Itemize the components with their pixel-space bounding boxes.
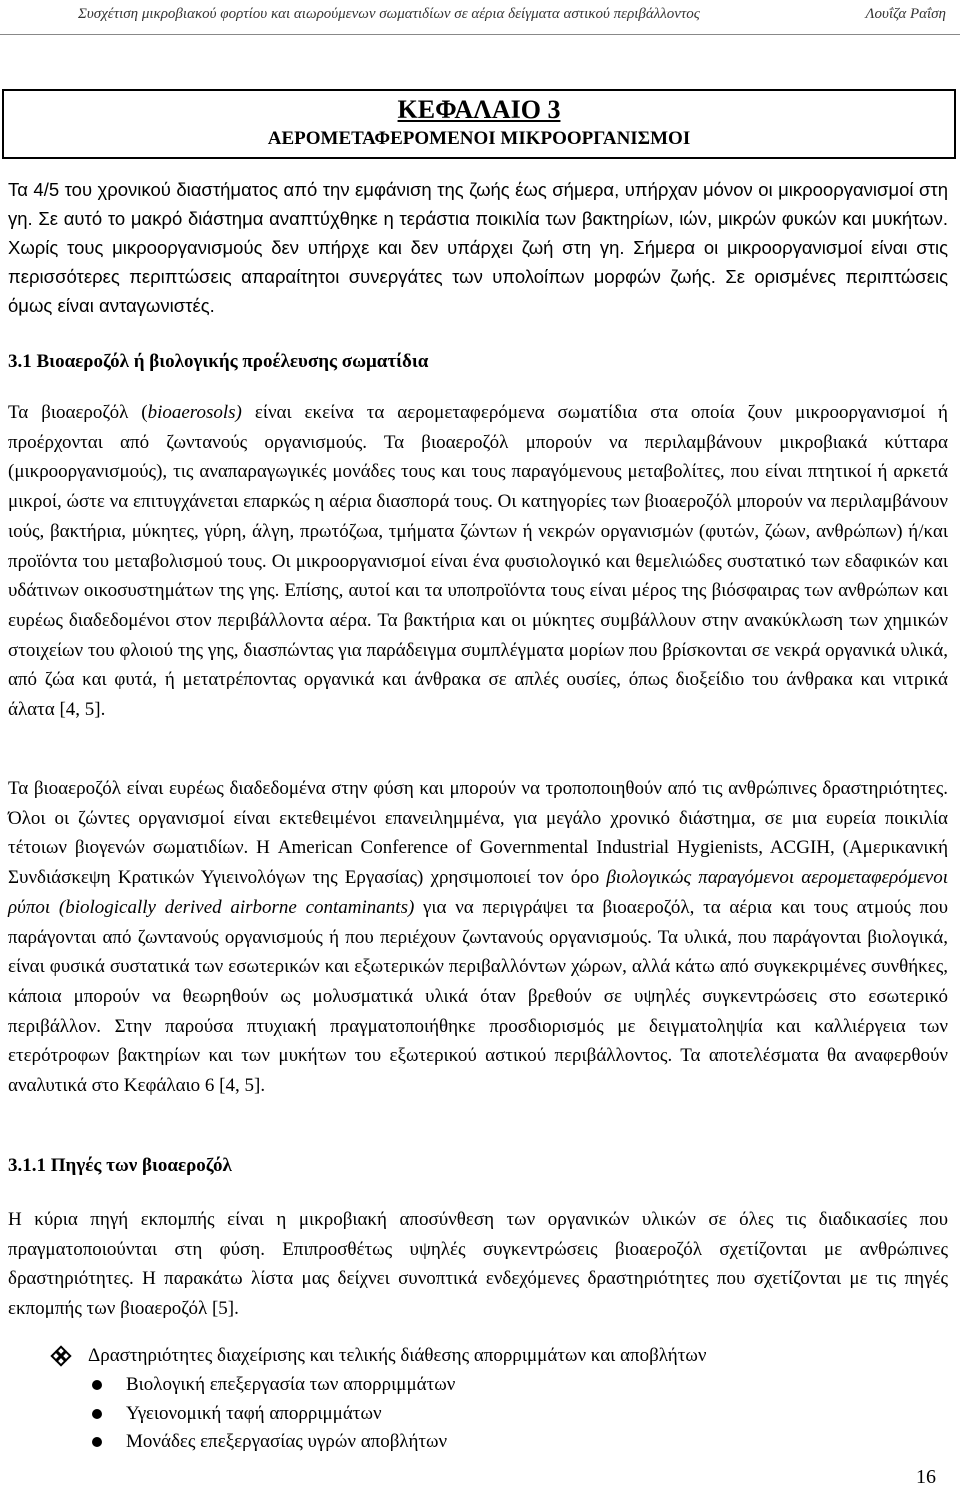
section-heading-3-1-1: 3.1.1 Πηγές των βιοαεροζόλ <box>8 1155 232 1176</box>
chapter-title-box <box>2 89 956 159</box>
list-heading-item <box>52 1342 706 1370</box>
p1-term-italic: bioaerosols) <box>147 402 242 423</box>
bullet-icon <box>92 1409 102 1419</box>
intro-paragraph: Τα 4/5 του χρονικού διαστήματος από την εμφάνιση της ζωής έως σήμερα, υπήρχαν μόνον οι μικροοργανισμοί στη γη. Σε αυτό το μακρό διάστημα αναπτύχθηκε η τεράστια ποικιλία των βακτηρίων, ιών, μικρών φυκών και μυκήτων. Χωρίς τους μικροοργανισμούς δεν υπήρχε και δεν υπάρχει ζωή στη γη. Σήμερα οι μικροοργανισμοί είναι στις περισσότερες περιπτώσεις απαραίτητοι συνεργάτες των υπολοίπων μορφών ζωής. Σε ορισμένες περιπτώσεις όμως είναι ανταγωνιστές. <box>8 179 948 316</box>
p2-text-a: Τα βιοαεροζόλ είναι ευρέως διαδεδομένα στην φύση και μπορούν να τροποποιηθούν από τις ανθρώπινες δραστηριότητες. Όλοι οι ζώντες οργανισμοί είναι εκτεθειμένοι επανειλημμένα, για μεγάλο χρονικό διάστημα, σε μια ευρεία ποικιλία τέτοιων βιογενών σωματιδίων. Η American Conference of Governmental Industrial Hygienists, ACGIH, (Αμερικανική Συνδιάσκεψη Κρατικών Υγιεινολόγων της Εργασίας) χρησιμοποιεί τον όρο <box>8 778 948 889</box>
p2-term-italic: βιολογικώς παραγόμενοι αερομεταφερόμενοι ρύποι (biologically derived airborne contaminants) <box>8 867 948 918</box>
header-author: Λουΐζα Ραΐση <box>865 6 946 22</box>
p2-text-c: για να περιγράψει τα βιοαεροζόλ, τα αέρια και τους ατμούς που παράγονται από ζωντανούς οργανισμούς ή που περιέχουν ζωντανούς οργανισμούς. Τα υλικά, που παράγονται βιολογικά, είναι φυσικά συστατικά των εσωτερικών και εξωτερικών περιβαλλόντων χώρων, αλλά κάτω από συγκεκριμένες συνθήκες, κάποια μπορούν να θεωρηθούν ως μολυσματικά υλικά όταν βρεθούν σε υψηλές συγκεντρώσεις στο εσωτερικό περιβάλλον. Στην παρούσα πτυχιακή πραγματοποιήθηκε προσδιορισμός με δειγματοληψία και καλλιέργεια των ετερότροφων βακτηρίων και των μυκήτων του εξωτερικού αστικού περιβάλλοντος. Τα αποτελέσματα θα αναφερθούν αναλυτικά στο Κεφάλαιο 6 [4, 5]. <box>8 896 948 1097</box>
chapter-subtitle: ΑΕΡΟΜΕΤΑΦΕΡΟΜΕΝΟΙ ΜΙΚΡΟΟΡΓΑΝΙΣΜΟΙ <box>267 128 691 149</box>
bullet-icon <box>92 1437 102 1447</box>
activities-list <box>52 1342 706 1370</box>
list-item-text: Υγειονομική ταφή απορριμμάτων <box>126 1402 382 1424</box>
list-item <box>90 1400 455 1429</box>
list-heading-text: Δραστηριότητες διαχείρισης και τελικής διάθεσης απορριμμάτων και αποβλήτων <box>88 1345 707 1366</box>
diamond-bullet-icon <box>52 1347 70 1365</box>
page-number: 16 <box>916 1466 936 1488</box>
chapter-title: ΚΕΦΑΛΑΙΟ 3 <box>397 95 561 124</box>
section-3-1-paragraph-2 <box>8 774 948 1101</box>
list-item-text: Μονάδες επεξεργασίας υγρών αποβλήτων <box>126 1431 448 1452</box>
list-item <box>90 1371 455 1400</box>
header-divider <box>0 34 960 35</box>
section-3-1-paragraph-1 <box>8 398 948 725</box>
header-title: Συσχέτιση μικροβιακού φορτίου και αιωρούμενων σωματιδίων σε αέρια δείγματα αστικού περιβάλλοντος <box>78 6 700 22</box>
p1-text-a: Τα βιοαεροζόλ ( <box>8 402 148 423</box>
section-3-1-1-paragraph: Η κύρια πηγή εκπομπής είναι η μικροβιακή αποσύνθεση των οργανικών υλικών σε όλες τις διαδικασίες που πραγματοποιούνται στη φύση. Επιπροσθέτως υψηλές συγκεντρώσεις βιοαεροζόλ σχετίζονται με ανθρώπινες δραστηριότητες. Η παρακάτω λίστα μας δείχνει συνοπτικά ενδεχόμενες δραστηριότητες που σχετίζονται με τις πηγές εκπομπής των βιοαεροζόλ [5]. <box>8 1209 948 1320</box>
list-item-text: Βιολογική επεξεργασία των απορριμμάτων <box>126 1374 456 1395</box>
section-heading-3-1: 3.1 Βιοαεροζόλ ή βιολογικής προέλευσης σωματίδια <box>8 351 429 372</box>
list-item <box>90 1428 455 1457</box>
activities-sublist <box>90 1371 455 1457</box>
bullet-icon <box>92 1380 102 1390</box>
p1-text-c: είναι εκείνα τα αερομεταφερόμενα σωματίδια στα οποία ζουν μικροοργανισμοί ή προέρχονται από ζωντανούς οργανισμούς. Τα βιοαεροζόλ μπορούν να περιλαμβάνουν μικροβιακά κύτταρα (μικροοργανισμούς), τις αναπαραγωγικές μονάδες τους και τους παραγόμενους μεταβολίτες, που είναι πτητικοί ή αρκετά μικροί, ώστε να επιτυγχάνεται επαρκώς η αέρια διασπορά τους. Οι κατηγορίες των βιοαεροζόλ μπορούν να περιλαμβάνουν ιούς, βακτήρια, μύκητες, γύρη, άλγη, πρωτόζωα, τμήματα ζώντων ή νεκρών οργανισμών (φυτών, ζώων, ανθρώπων) ή/και προϊόντα του μεταβολισμού τους. Οι μικροοργανισμοί είναι ένα φυσιολογικό και θεμελιώδες συστατικό των εδαφικών και υδάτινων οικοσυστημάτων της γης. Επίσης, αυτοί και τα υποπροϊόντα τους είναι μέρος της βιόσφαιρας των ανθρώπων και ευρέως διαδεδομένοι στον περιβάλλοντα αέρα. Τα βακτήρια και οι μύκητες συμβάλλουν στην ανακύκλωση των χημικών στοιχείων του φλοιού της γης, διασπώντας για παράδειγμα συμπλέγματα μορίων που βρίσκονται σε νεκρά οργανικά υλικά, από ζώα και φυτά, ή μετατρέποντας οργανικά και άνθρακα σε απλές ουσίες, όπως διοξείδιο του άνθρακα και νιτρικά άλατα [4, 5]. <box>8 402 948 721</box>
running-header <box>0 0 960 34</box>
